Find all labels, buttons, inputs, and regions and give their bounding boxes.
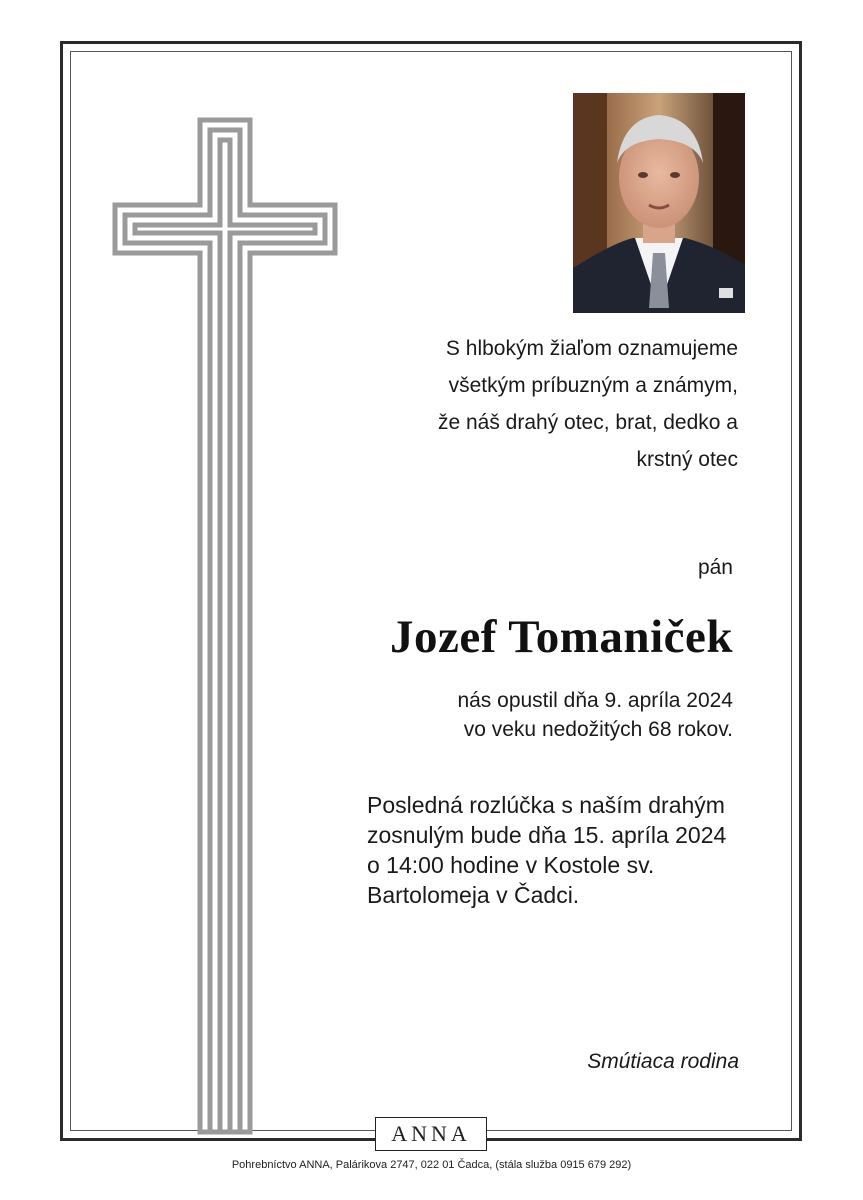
intro-text	[318, 330, 738, 478]
funeral-line: Posledná rozlúčka s naším drahým	[367, 792, 725, 818]
deceased-name: Jozef Tomaniček	[389, 611, 733, 663]
intro-line: že náš drahý otec, brat, dedko a	[437, 411, 738, 434]
funeral-home-logo: ANNA	[375, 1117, 487, 1151]
death-line: nás opustil dňa 9. apríla 2024	[457, 689, 733, 712]
portrait-photo	[573, 93, 745, 313]
funeral-info	[367, 790, 767, 910]
death-info	[313, 686, 733, 744]
cross-icon	[112, 117, 338, 1135]
footer-contact: Pohrebníctvo ANNA, Palárikova 2747, 022 01 Čadca, (stála služba 0915 679 292)	[231, 1159, 632, 1171]
signature: Smútiaca rodina	[587, 1050, 739, 1073]
intro-line: krstný otec	[636, 448, 738, 471]
intro-line: S hlbokým žiaľom oznamujeme	[445, 337, 738, 360]
honorific: pán	[697, 556, 733, 579]
funeral-line: zosnulým bude dňa 15. apríla 2024	[367, 822, 727, 848]
funeral-line: o 14:00 hodine v Kostole sv.	[367, 852, 655, 878]
funeral-line: Bartolomeja v Čadci.	[367, 882, 580, 908]
death-line: vo veku nedožitých 68 rokov.	[463, 718, 733, 741]
intro-line: všetkým príbuzným a známym,	[448, 374, 738, 397]
